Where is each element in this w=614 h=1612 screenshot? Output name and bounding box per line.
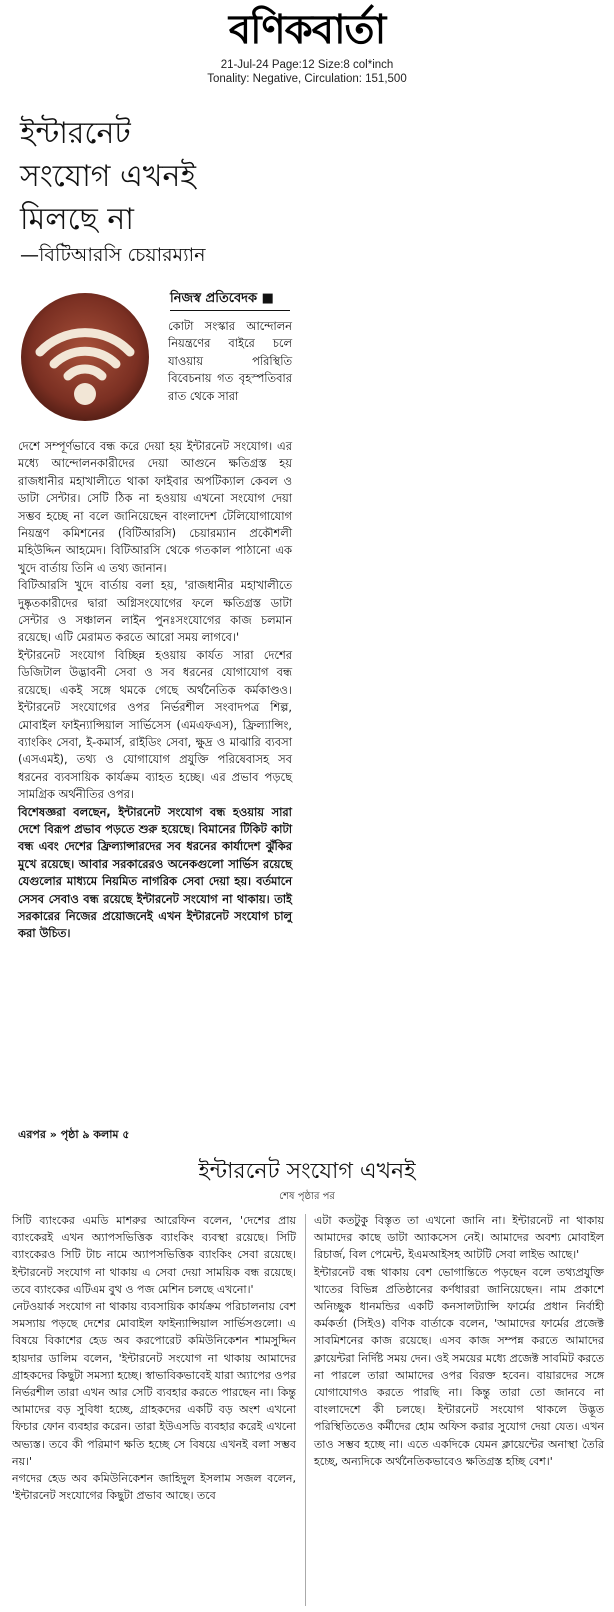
byline: নিজস্ব প্রতিবেদক ■ [170, 291, 274, 306]
headline-line: সংযোগ এখনই [20, 159, 196, 194]
continuation-subtitle: শেষ পৃষ্ঠার পর [279, 1191, 335, 1202]
clipping-meta-line: 21-Jul-24 Page:12 Size:8 col*inch [220, 59, 394, 71]
body-paragraph: সিটি ব্যাংকের এমডি মাশরুর আরেফিন বলেন, 'দেশের প্রায় ব্যাংকেরই এখন অ্যাপসভিত্তিক ব্যাংকিং ব্যবস্থা রয়েছে। সিটি ব্যাংকেরও সিটি টাচ নামে অ্যাপসভিত্তিক ব্যাংকিং সেবা রয়েছে। ইন্টারনেট সংযোগ না থাকায় এ সেবা দেয়া সাময়িক বন্ধ রয়েছে। তবে ব্যাংকের এটিএম বুথ ও পজ মেশিন চলছে এখনো।' [12, 1214, 296, 1296]
body-paragraph: নেটওয়ার্ক সংযোগ না থাকায় ব্যবসায়িক কার্যক্রম পরিচালনায় বেশ সমস্যায় পড়ছে দেশের মোবাইল ফাইন্যান্সিয়াল সার্ভিসগুলো। এ বিষয়ে বিকাশের হেড অব করপোরেট কমিউনিকেশন শামসুদ্দিন হায়দার ডালিম বলেন, 'ইন্টারনেট সংযোগ না থাকায় আমাদের গ্রাহকদের কিছুটা সমস্যা হচ্ছে। স্বাভাবিকভাবেই যারা অ্যাপের ওপর নির্ভরশীল তারা এখন আর সেটি ব্যবহার করতে পারছেন না। কিন্তু আমাদের বড় সুবিধা হচ্ছে, গ্রাহকদের একটি বড় অংশ এখনো ফিচার ফোন ব্যবহার করেন। তারা ইউএসডি ব্যবহার করেই এখনো অভ্যস্ত। তবে কী পরিমাণ ক্ষতি হচ্ছে সে বিষয়ে এখনই বলা সম্ভব নয়।' [12, 1300, 297, 1468]
wifi-icon [18, 290, 152, 424]
body-paragraph: ইন্টারনেট সংযোগ বিচ্ছিন্ন হওয়ায় কার্যত সারা দেশের ডিজিটাল উদ্ভাবনী সেবা ও সব ধরনের যোগাযোগ বন্ধ রয়েছে। একই সঙ্গে থমকে গেছে অর্থনৈতিক কর্মকাণ্ডও। ইন্টারনেট সংযোগের ওপর নির্ভরশীল সংবাদপত্র শিল্প, মোবাইল ফাইন্যান্সিয়াল সার্ভিসেস (এমএফএস), ফ্রিল্যান্সিং, ব্যাংকিং সেবা, ই-কমার্স, রাইডিং সেবা, ক্ষুদ্র ও মাঝারি ব্যবসা (এসএমই), তথ্য ও যোগাযোগ প্রযুক্তি পরিষেবাসহ সব ধরনের ব্যবসায়িক কার্যক্রম ব্যাহত হচ্ছে। এর প্রভাব পড়ছে সামগ্রিক অর্থনীতির ওপর। [18, 647, 292, 802]
headline [20, 112, 320, 241]
newspaper-logo: বণিকবার্তা [228, 7, 386, 53]
headline-line: মিলছে না [20, 202, 134, 237]
lead-paragraph-narrow: কোটা সংস্কার আন্দোলন নিয়ন্ত্রণের বাইরে চলে যাওয়ায় পরিস্থিতি বিবেচনায় গত বৃহস্পতিবার রাত থেকে সারা [168, 319, 292, 403]
body-paragraph: দেশে সম্পূর্ণভাবে বন্ধ করে দেয়া হয় ইন্টারনেট সংযোগ। এর মধ্যে আন্দোলনকারীদের দেয়া আগুনে ক্ষতিগ্রস্ত হয় রাজধানীর মহাখালীতে থাকা ফাইবার অপটিক্যাল কেবল ও ডাটা সেন্টার। সেটি ঠিক না হওয়ায় এখনো সংযোগ দেয়া সম্ভব হচ্ছে না বলে জানিয়েছেন বাংলাদেশ টেলিযোগাযোগ নিয়ন্ত্রণ কমিশনের (বিটিআরসি) চেয়ারম্যান প্রকৌশলী মহিউদ্দিন আহমেদ। বিটিআরসি থেকে গতকাল পাঠানো এক খুদে বার্তায় তিনি এ তথ্য জানান। [18, 439, 292, 575]
column-divider [305, 1214, 306, 1606]
byline-divider [170, 310, 290, 311]
wifi-illustration [18, 290, 152, 424]
headline-line: ইন্টারনেট [20, 116, 131, 151]
continuation-right-column [314, 1212, 604, 1470]
body-paragraph: বিটিআরসি খুদে বার্তায় বলা হয়, 'রাজধানীর মহাখালীতে দুষ্কৃতকারীদের দ্বারা অগ্নিসংযোগের ফলে ক্ষতিগ্রস্ত ডাটা সেন্টার ও সঞ্চালন লাইন পুনঃসংযোগের কাজ চলমান রয়েছে। এটি মেরামত করতে আরো সময় লাগবে।' [18, 578, 292, 645]
continuation-title: ইন্টারনেট সংযোগ এখনই [198, 1159, 416, 1184]
continuation-left-column [12, 1212, 296, 1504]
body-paragraph: ইন্টারনেট বন্ধ থাকায় বেশ ভোগান্তিতে পড়ছেন বলে তথ্যপ্রযুক্তি খাতের বিভিন্ন প্রতিষ্ঠানের কর্ণধাররা জানিয়েছেন। নাম প্রকাশে অনিচ্ছুক ধানমন্ডির একটি কনসালট্যান্সি ফার্মের প্রধান নির্বাহী কর্মকর্তা (সিইও) বণিক বার্তাকে বলেন, 'আমাদের ফার্মের প্রজেক্ট সাবমিশনের কাজ রয়েছে। এসব কাজ সম্পন্ন করতে আমাদের ক্লায়েন্টরা নির্দিষ্ট সময় দেন। ওই সময়ের মধ্যে প্রজেক্ট সাবমিট করতে না পারলে তারা আমাদের ওপর বিরক্ত হবেন। বায়ারদের সঙ্গে যোগাযোগও করতে পারছি না। কিন্তু তারা তো জানবে না বাংলাদেশে কী চলছে। ইন্টারনেট সংযোগ থাকলে উদ্ভূত পরিস্থিতিতেও কর্মীদের হোম অফিস করার সুযোগ দেয়া যেত। এখন তাও সম্ভব হচ্ছে না। এতে একদিকে যেমন ক্লায়েন্টের অনাস্থা তৈরি হচ্ছে, অন্যদিকে অর্থনৈতিকভাবেও ক্ষতিগ্রস্ত হচ্ছি বেশ।' [314, 1265, 604, 1468]
article-body [18, 438, 292, 943]
clipping-tonality-line: Tonality: Negative, Circulation: 151,500 [207, 73, 407, 85]
masthead [0, 6, 614, 86]
body-paragraph: বিশেষজ্ঞরা বলছেন, ইন্টারনেট সংযোগ বন্ধ হওয়ায় সারা দেশে বিরূপ প্রভাব পড়তে শুরু হয়েছে। বিমানের টিকিট কাটা বন্ধ এবং দেশের ফ্রিল্যান্সারদের সব ধরনের কার্যাদেশ ঝুঁকির মুখে রয়েছে। আবার সরকারেরও অনেকগুলো সার্ভিস রয়েছে যেগুলোর মাধ্যমে নিয়মিত নাগরিক সেবা দেয়া হয়। বর্তমানে সেসব সেবাও বন্ধ রয়েছে ইন্টারনেট সংযোগ না থাকায়। তাই সরকারের নিজের প্রয়োজনেই এখন ইন্টারনেট সংযোগ চালু করা উচিত। [18, 804, 292, 941]
continuation-note: এরপর » পৃষ্ঠা ৯ কলাম ৫ [18, 1128, 130, 1141]
body-paragraph: এটা কতটুকু বিস্তৃত তা এখনো জানি না। ইন্টারনেট না থাকায় আমাদের কাছে ডাটা অ্যাকসেস নেই। আমাদের অবশ্য মোবাইল রিচার্জ, বিল পেমেন্ট, ইএমআইসহ আটটি সেবা লাইভ আছে।' [314, 1214, 604, 1262]
subheadline: —বিটিআরসি চেয়ারম্যান [20, 244, 206, 266]
body-paragraph: নগদের হেড অব কমিউনিকেশন জাহিদুল ইসলাম সজল বলেন, 'ইন্টারনেট সংযোগের কিছুটা প্রভাব আছে। তবে [12, 1472, 296, 1503]
